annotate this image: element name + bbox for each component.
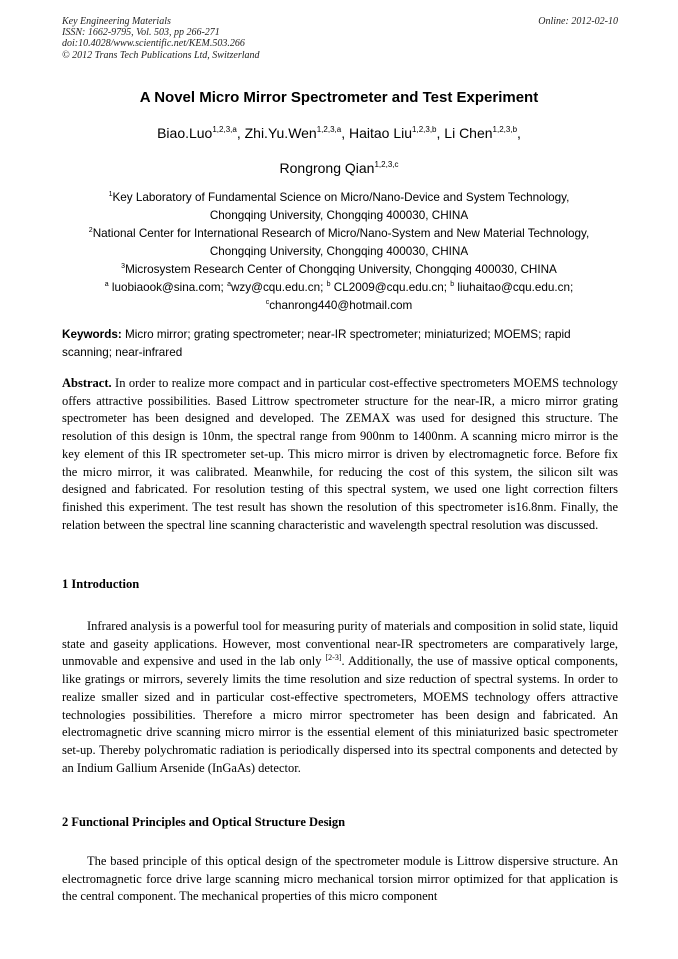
paper-title: A Novel Micro Mirror Spectrometer and Test Experiment [139, 89, 539, 106]
online-date: Online: 2012-02-10 [538, 16, 618, 27]
section-heading-introduction: 1 Introduction [62, 577, 140, 591]
email-address: liuhaitao@cqu.edu.cn; [454, 281, 574, 294]
author-sup: 1,2,3,a [316, 125, 342, 134]
affiliation-2-line-1: $^2$National Center for International Research of Micro/Nano-System and New Material Technology, [88, 227, 590, 240]
author-sup: 1,2,3,b [412, 125, 437, 134]
abstract-text: In order to realize more compact and in particular cost-effective spectrometers MOEMS technology offers attractive possibilities. Based Littrow spectrometer structure for the near-IR, a micro mirror grating spectrometer has been designed and developed. The ZEMAX was used for designed this structure. The resolution of this design is 10nm, the spectral range from 900nm to 1400nm. A scanning micro mirror is the key element of this IR spectrometer set-up. This micro mirror is driven by electromagnetic force. Before fix the micro mirror, it was calibrated. Meanwhile, for reducing the cost of this system, the silicon silt was designed and fabricated. For resolution testing of this spectral system, we used one light correction filters finished this experiment. The test result has shown the resolution of this spectrometer is16.8nm. Finally, the relation between the spectral line scanning characteristic and wavelength spectral resolution was discussed. [62, 376, 618, 532]
email-sup: c [265, 299, 270, 306]
functional-principles-paragraph: The based principle of this optical design of the spectrometer module is Littrow dispersive structure. An electromagnetic force drive large scanning micro mechanical torsion mirror optimized for that application is the central component. The mechanical properties of this micro component [62, 854, 618, 904]
affiliation-1-line-1: $^1$Key Laboratory of Fundamental Science on Micro/Nano-Device and System Technology, [108, 191, 570, 204]
journal-name: Key Engineering Materials [62, 16, 171, 27]
author-sup: 1,2,3,b [492, 125, 518, 134]
author-name: Zhi.Yu.Wen [244, 125, 317, 141]
issn-line: ISSN: 1662-9795, Vol. 503, pp 266-271 [62, 27, 220, 39]
author-line-1 [0, 125, 678, 141]
affiliation-sup: 2 [88, 227, 93, 234]
affiliation-sup: 1 [108, 191, 113, 198]
copyright-line: © 2012 Trans Tech Publications Ltd, Switzerland [62, 49, 260, 61]
abstract [62, 375, 618, 534]
email-address: wzy@cqu.edu.cn; [230, 281, 327, 294]
author-sup: 1,2,3,c [374, 160, 399, 169]
author-name: Li Chen [444, 125, 493, 141]
keywords-text: Micro mirror; grating spectrometer; near-IR spectrometer; miniaturized; MOEMS; rapid scanning; near-infrared [62, 328, 571, 359]
abstract-label: Abstract. [62, 376, 112, 390]
section-heading-functional-principles: 2 Functional Principles and Optical Structure Design [62, 815, 346, 829]
email-sup: b [450, 281, 455, 288]
email-address: chanrong440@hotmail.com [269, 299, 413, 312]
email-address: luobiaook@sina.com; [108, 281, 228, 294]
author-separator: , [236, 125, 245, 141]
email-address: CL2009@cqu.edu.cn; [330, 281, 451, 294]
journal-header [62, 16, 618, 61]
author-name: Rongrong Qian [279, 160, 375, 176]
email-sup: b [326, 281, 331, 288]
author-separator: , [517, 125, 521, 141]
keywords [62, 326, 618, 362]
author-separator: , [436, 125, 445, 141]
author-line-2 [0, 160, 678, 176]
author-name: Haitao Liu [348, 125, 413, 141]
author-name: Biao.Luo [157, 125, 213, 141]
keywords-label: Keywords: [62, 328, 122, 341]
doi-line: doi:10.4028/www.scientific.net/KEM.503.266 [62, 38, 245, 50]
email-sup: a [104, 281, 109, 288]
author-separator: , [341, 125, 349, 141]
email-line-1 [0, 279, 678, 297]
affiliation-2-line-2: Chongqing University, Chongqing 400030, CHINA [209, 245, 469, 258]
email-line-2 [0, 297, 678, 315]
introduction-paragraph: Infrared analysis is a powerful tool for measuring purity of materials and composition in solid state, liquid state and gaseity applications. However, most conventional near-IR spectrometers are comparatively large, unmovable and expensive and used in the lab only [2-3]. Additionally, the use of massive optical components, like gratings or mirrors, severely limits the time resolution and size reduction of spectral systems. In order to realize smaller sized and in particular cost-effective spectrometers, MOEMS technology offers attractive technologies possibilities. Therefore a micro mirror spectrometer has been design and fabricated. An electromagnetic drive scanning micro mirror is the essential element of this miniaturized basic spectrometer set-up. Thereby polychromatic radiation is periodically dispersed into its spectral components and detected by an Indium Gallium Arsenide (InGaAs) detector. [62, 619, 618, 775]
affiliation-3-line-1: $^3$Microsystem Research Center of Chongqing University, Chongqing 400030, CHINA [121, 263, 557, 276]
affiliation-1-line-2: Chongqing University, Chongqing 400030, CHINA [209, 209, 469, 222]
email-sup: a [227, 281, 231, 288]
affiliations [0, 189, 678, 315]
affiliation-sup: 3 [121, 263, 126, 270]
author-sup: 1,2,3,a [212, 125, 237, 134]
citation: [2-3] [325, 653, 342, 663]
